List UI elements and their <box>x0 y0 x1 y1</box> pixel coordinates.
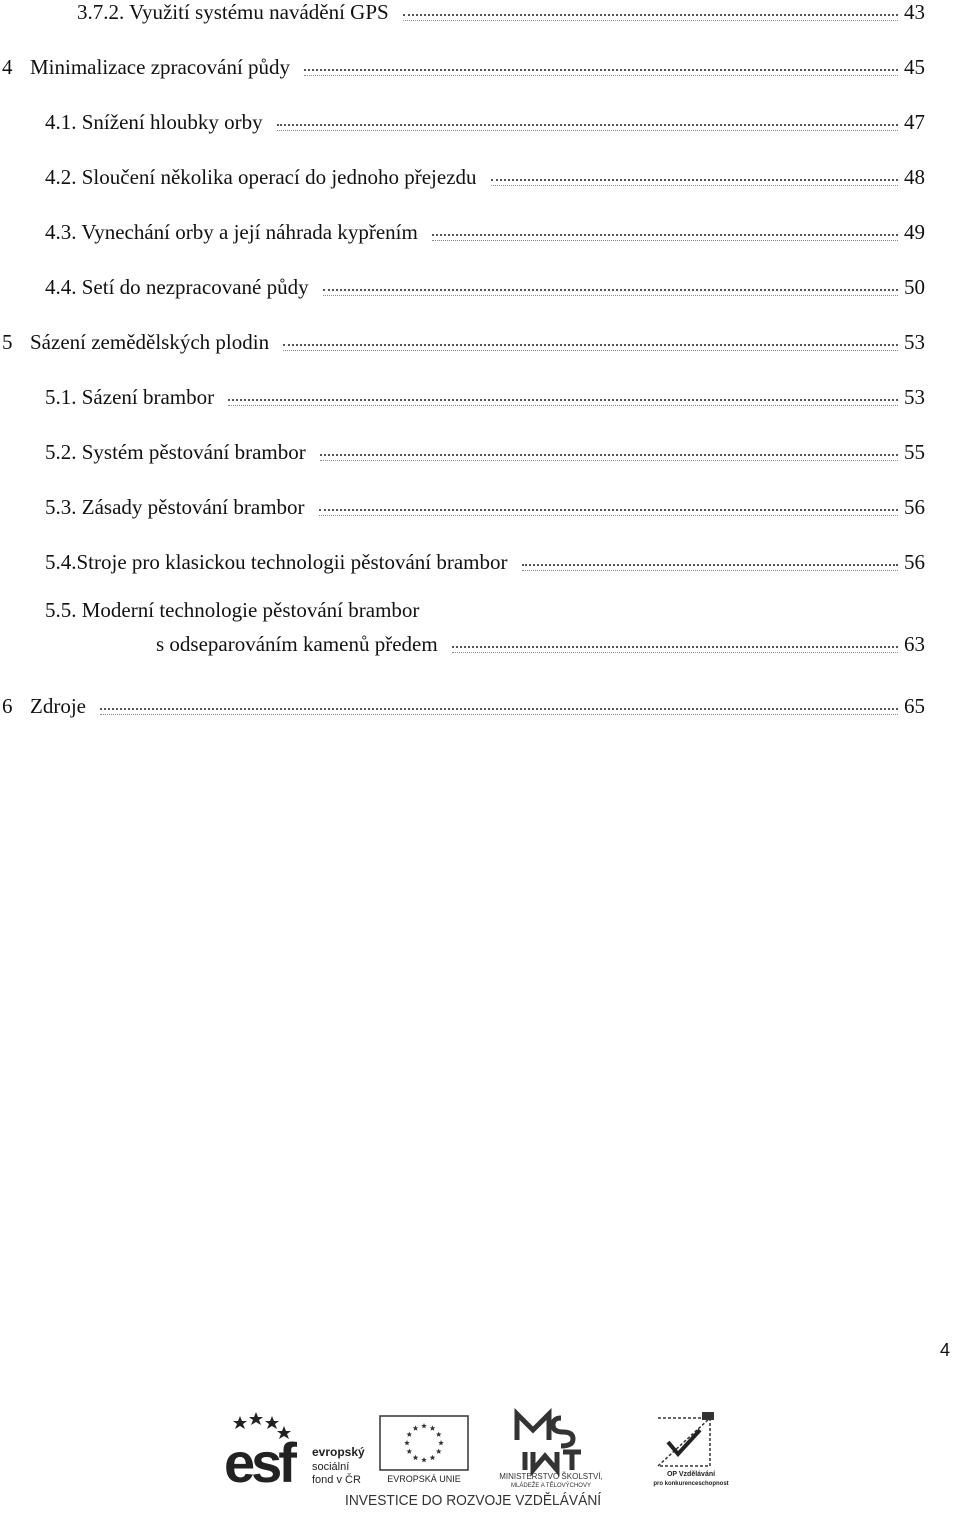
toc-entry[interactable] <box>2 47 925 79</box>
toc-leader-dots <box>323 289 898 296</box>
toc-page-number: 53 <box>904 385 925 409</box>
toc-entry-label: 5 Sázení zemědělských plodin <box>2 330 270 354</box>
eu-flag-logo <box>378 1414 470 1486</box>
svg-text:pro konkurenceschopnost: pro konkurenceschopnost <box>653 1481 729 1487</box>
toc-entry[interactable] <box>45 377 925 409</box>
toc-entry[interactable] <box>45 542 925 574</box>
eu-caption: EVROPSKÁ UNIE <box>387 1474 461 1484</box>
toc-entry[interactable] <box>45 432 925 464</box>
toc-entry-label-continued: s odseparováním kamenů předem <box>156 632 438 656</box>
toc-page-number: 45 <box>904 55 925 79</box>
toc-entry[interactable] <box>45 212 925 244</box>
esf-logo <box>222 1410 382 1490</box>
svg-text:fond v ČR: fond v ČR <box>312 1474 361 1486</box>
toc-leader-dots <box>283 344 898 351</box>
toc-entry[interactable] <box>45 102 925 134</box>
toc-page-number: 49 <box>904 220 925 244</box>
svg-text:evropský: evropský <box>312 1445 365 1459</box>
toc-entry[interactable] <box>45 267 925 299</box>
svg-text:sociální: sociální <box>312 1461 350 1473</box>
toc-leader-dots <box>452 646 898 653</box>
op-logo <box>650 1408 732 1488</box>
toc-entry[interactable] <box>45 157 925 189</box>
toc-entry-label: 3.7.2. Využití systému navádění GPS <box>77 0 389 24</box>
toc-entry-label: 4.1. Snížení hloubky orby <box>45 110 263 134</box>
toc-entry-label: 5.3. Zásady pěstování brambor <box>45 495 305 519</box>
toc-entry-label: 5.2. Systém pěstování brambor <box>45 440 306 464</box>
toc-page-number: 63 <box>904 632 925 656</box>
esf-logo-text: esf <box>224 1431 293 1490</box>
toc-leader-dots <box>320 454 898 461</box>
toc-leader-dots <box>432 234 898 241</box>
toc-entry[interactable] <box>2 686 925 718</box>
toc-entry-label: 4.2. Sloučení několika operací do jednoho přejezdu <box>45 165 477 189</box>
toc-entry-label: 5.5. Moderní technologie pěstování brambor <box>45 598 420 622</box>
toc-page-number: 53 <box>904 330 925 354</box>
toc-page-number: 55 <box>904 440 925 464</box>
toc-page-number: 50 <box>904 275 925 299</box>
toc-entry-label: 4.4. Setí do nezpracované půdy <box>45 275 309 299</box>
toc-entry-label: 4 Minimalizace zpracování půdy <box>2 55 291 79</box>
toc-entry-label: 4.3. Vynechání orby a její náhrada kypřením <box>45 220 418 244</box>
toc-entry[interactable] <box>45 598 925 656</box>
toc-entry[interactable] <box>45 487 925 519</box>
msmt-logo <box>475 1408 627 1488</box>
toc-entry-label: 6 Zdroje <box>2 694 86 718</box>
toc-leader-dots <box>319 509 898 516</box>
toc-page-number: 65 <box>904 694 925 718</box>
toc-leader-dots <box>277 124 898 131</box>
toc-leader-dots <box>100 708 898 715</box>
funding-caption: INVESTICE DO ROZVOJE VZDĚLÁVÁNÍ <box>345 1492 602 1509</box>
toc-entry-label: 5.1. Sázení brambor <box>45 385 215 409</box>
toc-page-number: 43 <box>904 0 925 24</box>
toc-page-number: 56 <box>904 550 925 574</box>
toc-leader-dots <box>522 564 899 571</box>
svg-text:OP Vzdělávání: OP Vzdělávání <box>666 1471 716 1478</box>
svg-text:MLÁDEŽE A TĚLOVÝCHOVY: MLÁDEŽE A TĚLOVÝCHOVY <box>511 1483 591 1488</box>
toc-entry[interactable] <box>77 0 925 24</box>
toc-page-number: 56 <box>904 495 925 519</box>
page-number: 4 <box>940 1340 951 1360</box>
toc-page-number: 48 <box>904 165 925 189</box>
toc-entry-label: 5.4.Stroje pro klasickou technologii pěstování brambor <box>45 550 508 574</box>
toc-leader-dots <box>228 399 898 406</box>
toc-leader-dots <box>304 69 898 76</box>
toc-page-number: 47 <box>904 110 925 134</box>
toc-leader-dots <box>403 14 898 21</box>
toc-entry[interactable] <box>2 322 925 354</box>
svg-text:MINISTERSTVO ŠKOLSTVÍ,: MINISTERSTVO ŠKOLSTVÍ, <box>499 1472 603 1481</box>
toc-leader-dots <box>491 179 898 186</box>
